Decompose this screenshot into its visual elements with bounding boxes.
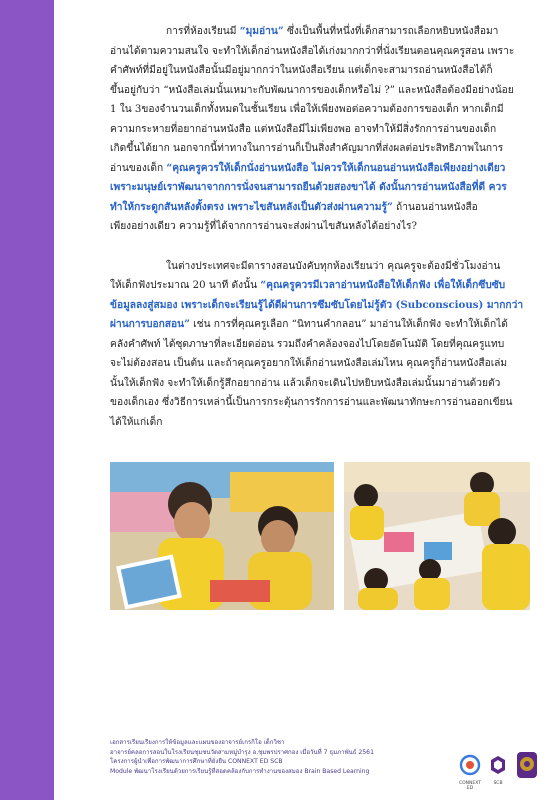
highlight-text: ข้อมูลลงสู่สมอง เพราะเด็กจะเรียนรู้ได้ดีผ่านการซึมซับโดยไม่รู้ตัว (Subconscious) มากกว่า (110, 298, 524, 311)
logo-label: CONNEXT ED (458, 781, 481, 791)
body-text: คำศัพท์ที่มีอยู่ในหนังสือนั้นมีอยู่มากกว่าในหนังสือเรียน แต่เด็กจะสามารถอ่านหนังสือได้ก็ (110, 65, 493, 76)
body-text: จะไม่ต้องสอน เป็นต้น และถ้าคุณครูอยากให้เด็กอ่านหนังสือเล่มไหน คุณครูก็อ่านหนังสือเล่ม (110, 358, 508, 369)
body-text: ของเด็กเอง ซึ่งวิธีการเหล่านี้เป็นการกระตุ้นการรักการอ่านและพัฒนาทักษะการอ่านออกเขียน (110, 397, 513, 408)
text-line (110, 22, 530, 42)
text-line (110, 81, 530, 101)
article-body (110, 22, 530, 432)
highlight-text: “มุมอ่าน” (239, 25, 284, 37)
body-text: อ่านของเด็ก (110, 162, 167, 174)
text-line (110, 354, 530, 374)
text-line (110, 178, 530, 198)
body-text: ในต่างประเทศจะมีตารางสอนบังคับทุกห้องเรียนว่า คุณครูจะต้องมีชั่วโมงอ่าน (166, 260, 501, 272)
text-line (110, 413, 530, 433)
partner-seal-logo-icon (514, 750, 540, 786)
body-text: การที่ห้องเรียนมี (166, 26, 240, 37)
body-text: เกิดขึ้นได้ยาก นอกจากนี้ท่าทางในการอ่านก็เป็นสิ่งสำคัญมากที่ส่งผลต่อประสิทธิภาพในการ (110, 143, 504, 154)
text-line (110, 315, 530, 335)
footer-line: เอกสารเรียนเรียงการให้ข้อมูลและแผนของอาจารย์เกรกิโอ เด็กวิชา (110, 739, 285, 746)
text-line (110, 217, 530, 237)
footer-line: โครงการผู้นำเพื่อการพัฒนาการศึกษาที่ยั่งยืน CONNEXT ED SCB (110, 758, 283, 766)
left-accent-stripe (0, 0, 54, 800)
body-text: ถ้านอนอ่านหนังสือ (392, 201, 478, 213)
body-text: ซึ่งเป็นพื้นที่หนึ่งที่เด็กสามารถเลือกหยิบหนังสือมา (283, 26, 499, 37)
body-text: ให้เด็กฟังประมาณ 20 นาที ดังนั้น (110, 280, 261, 291)
document-footer (110, 738, 450, 777)
scb-logo-icon (486, 754, 510, 786)
text-line (110, 335, 530, 355)
text-line (110, 374, 530, 394)
text-line (110, 276, 530, 296)
connext-ed-logo-icon (456, 754, 484, 791)
text-line (110, 257, 530, 277)
paragraph-reading-corner (110, 22, 530, 237)
logo-label: SCB (493, 781, 503, 786)
sponsor-logos (456, 750, 546, 791)
body-text: อ่านได้ตามความสนใจ จะทำให้เด็กอ่านหนังสือได้เก่งมากกว่าที่นั่งเรียนตอนคุณครูสอน เพราะ (110, 45, 515, 57)
text-line (110, 393, 530, 413)
body-text: 1 ใน 3ของจำนวนเด็กทั้งหมดในชั้นเรียน เพื่อให้เพียงพอต่อความต้องการของเด็ก หากเด็กมี (110, 104, 504, 115)
footer-line: Module พัฒนาโรงเรียนด้วยการเรียนรู้ที่สอดคล้องกับการทำงานของสมอง Brain Based Learning (110, 768, 370, 776)
text-line (110, 198, 530, 218)
text-line (110, 296, 530, 316)
body-text: เพียงอย่างเดียว ความรู้ที่ได้จากการอ่านจะส่งผ่านไขสันหลังได้อย่างไร? (110, 221, 417, 232)
photo-children-at-table (344, 462, 530, 610)
paragraph-read-aloud (110, 257, 530, 433)
highlight-text: ทำให้กระดูกสันหลังตั้งตรง เพราะไขสันหลังเป็นตัวส่งผ่านความรู้” (110, 200, 393, 213)
body-text: ขึ้นอยู่กับว่า “หนังสือเล่มนั้นเหมาะกับพัฒนาการของเด็กหรือไม่ ?” และหนังสือต้องมีอย่างน้อย (110, 84, 514, 96)
highlight-text: ผ่านการบอกสอน” (110, 318, 190, 330)
text-line (110, 159, 530, 179)
text-line (110, 61, 530, 81)
body-text: เช่น การที่คุณครูเลือก “นิทานคำกลอน” มาอ่านให้เด็กฟัง จะทำให้เด็กได้ (189, 319, 508, 330)
text-line (110, 120, 530, 140)
footer-line: อาจารย์คลอการสอนในโรงเรียนชุมชนวัดสามหมู่บำรุง อ.ชุมพรปราศกอง เมื่อวันที่ 7 ธุมภาพันธ์ 2561 (110, 748, 374, 756)
body-text: คลังคำศัพท์ ได้ซุดภาษาที่ละเอียดอ่อน รวมถึงคำคล้องจองไปโดยอัตโนมัติ โดยที่คุณครูแทบ (110, 338, 505, 350)
text-line (110, 42, 530, 62)
highlight-text: “คุณครูควรมีเวลาอ่านหนังสือให้เด็กฟัง เพื่อให้เด็กซึบซับ (260, 279, 506, 291)
body-text: นั้นให้เด็กฟัง จะทำให้เด็กรู้สึกอยากอ่าน แล้วเด็กจะเดินไปหยิบหนังสือเล่มนั้นมาอ่านด้วยตัว (110, 377, 501, 389)
highlight-text: เพราะมนุษย์เราพัฒนาจากการนั่งจนสามารถยืนด้วยสองขาได้ ดังนั้นการอ่านหนังสือที่ดี ควร (110, 181, 507, 193)
text-line (110, 100, 530, 120)
photo-boys-reading (110, 462, 334, 610)
body-text: ได้ให้แก่เด็ก (110, 416, 163, 428)
body-text: ความกระหายที่อยากอ่านหนังสือ แต่หนังสือมีไม่เพียงพอ อาจทำให้มีสิ่งรักการอ่านของเด็ก (110, 123, 497, 135)
photo-strip (110, 462, 530, 612)
text-line (110, 139, 530, 159)
highlight-text: “คุณครูควรให้เด็กนั่งอ่านหนังสือ ไม่ควรให้เด็กนอนอ่านหนังสือเพียงอย่างเดียว (166, 161, 506, 174)
paragraph-gap (110, 237, 530, 257)
